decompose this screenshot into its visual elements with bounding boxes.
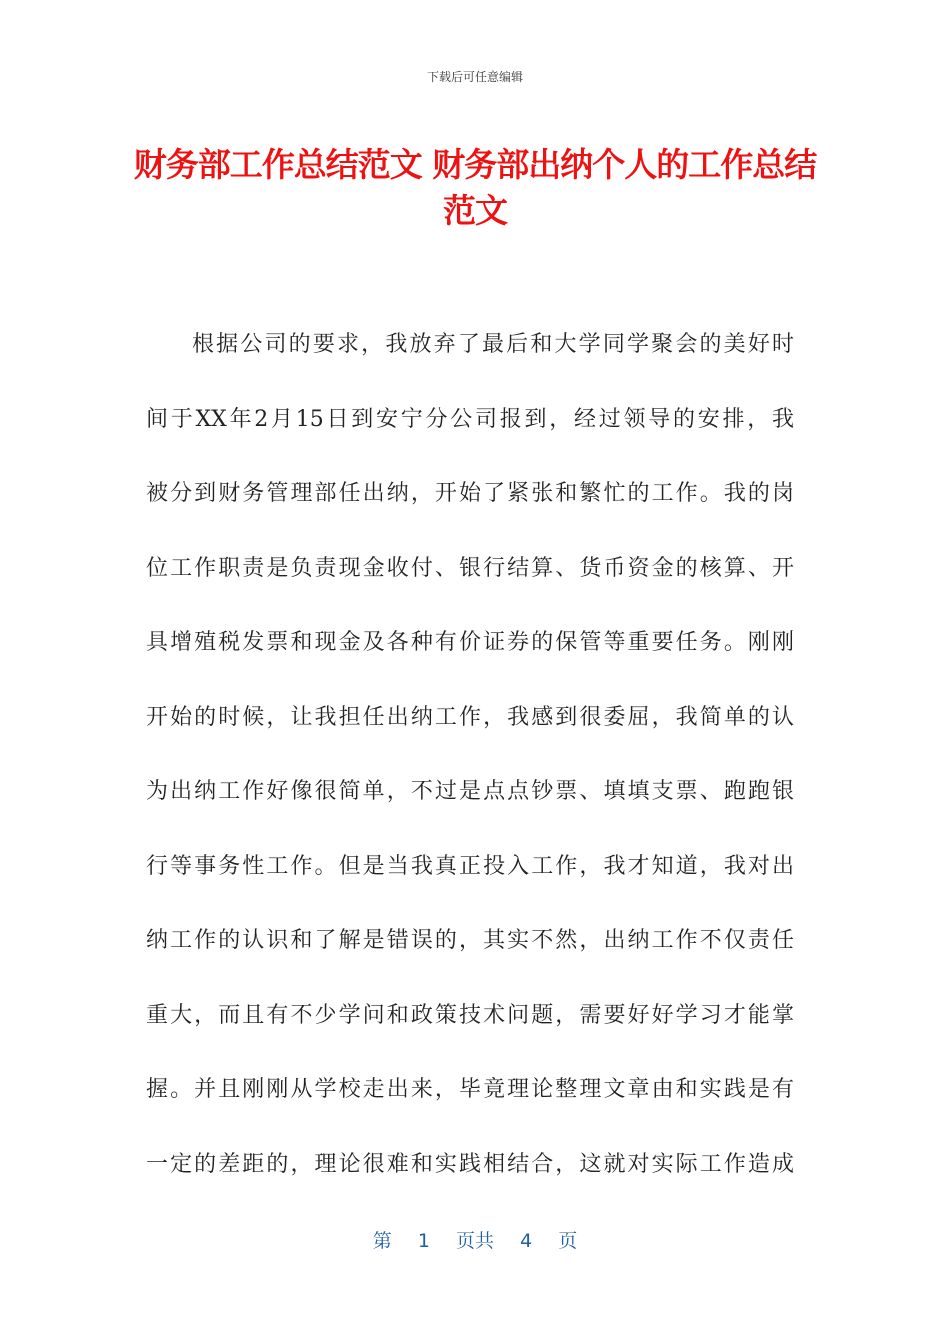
document-title: 财务部工作总结范文 财务部出纳个人的工作总结范文 (133, 145, 817, 230)
paragraph-line: 行等事务性工作。但是当我真正投入工作，我才知道，我对出 (146, 853, 794, 879)
paragraph-line: 开始的时候，让我担任出纳工作，我感到很委屈，我简单的认 (146, 704, 794, 730)
paragraph-line: 为出纳工作好像很简单，不过是点点钞票、填填支票、跑跑银 (146, 779, 794, 804)
footer-label-end: 页 (558, 1230, 578, 1252)
paragraph-line: 具增殖税发票和现金及各种有价证券的保管等重要任务。刚刚 (146, 630, 794, 655)
paragraph-line: 一定的差距的，理论很难和实践相结合，这就对实际工作造成 (146, 1151, 794, 1177)
body-paragraph (146, 320, 794, 1214)
header-note: 下载后可任意编辑 (426, 70, 523, 84)
paragraph-line: 被分到财务管理部任出纳，开始了紧张和繁忙的工作。我的岗 (146, 481, 794, 506)
footer-current-page: 1 (417, 1230, 430, 1252)
footer-label-page: 第 (372, 1230, 392, 1252)
paragraph-line: 根据公司的要求，我放弃了最后和大学同学聚会的美好时 (192, 332, 794, 357)
paragraph-line: 握。并且刚刚从学校走出来，毕竟理论整理文章由和实践是有 (146, 1077, 794, 1102)
footer-total-pages: 4 (520, 1230, 533, 1252)
paragraph-line: 纳工作的认识和了解是错误的，其实不然，出纳工作不仅责任 (146, 928, 794, 953)
paragraph-line: 间于XX年2月15日到安宁分公司报到，经过领导的安排，我 (146, 406, 794, 432)
page-footer (0, 1226, 950, 1253)
footer-label-of: 页共 (455, 1230, 494, 1252)
paragraph-line: 位工作职责是负责现金收付、银行结算、货币资金的核算、开 (146, 555, 794, 581)
paragraph-line: 重大，而且有不少学问和政策技术问题，需要好好学习才能掌 (146, 1002, 794, 1028)
